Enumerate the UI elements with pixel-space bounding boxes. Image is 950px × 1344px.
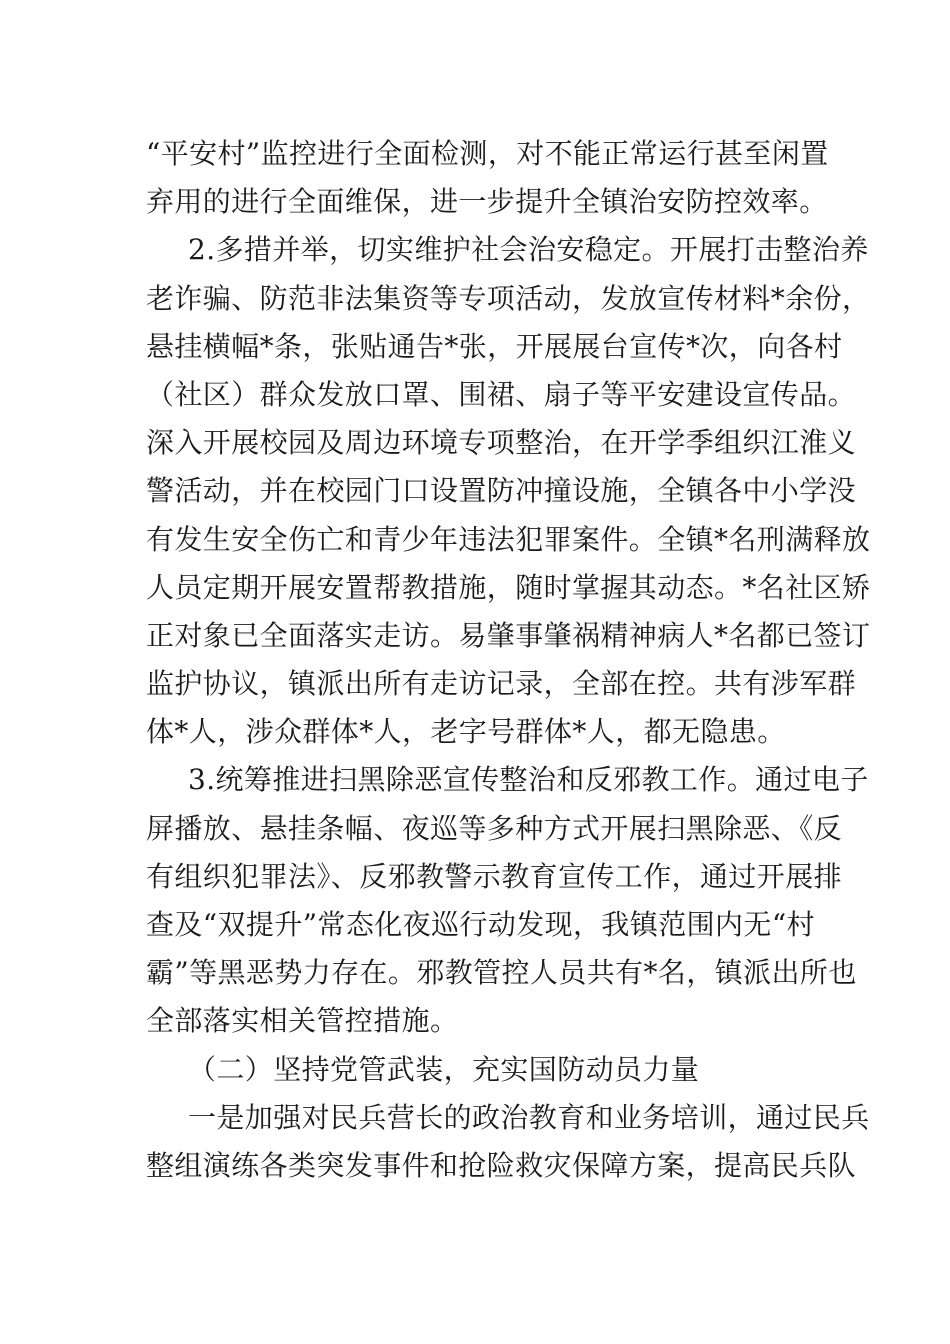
text-line: 整组演练各类突发事件和抢险救灾保障方案，提高民兵队 (146, 1148, 857, 1182)
text-line: 查及“双提升”常态化夜巡行动发现，我镇范围内无“村 (146, 908, 815, 941)
document-body (146, 130, 871, 1190)
text-line: 悬挂横幅*条，张贴通告*张，开展展台宣传*次，向各村 (146, 329, 843, 363)
text-line: 弃用的进行全面维保，进一步提升全镇治安防控效率。 (146, 185, 828, 219)
text-line: 有组织犯罪法》、反邪教警示教育宣传工作，通过开展排 (146, 859, 843, 893)
text-line: 深入开展校园及周边环境专项整治，在开学季组织江淮义 (146, 426, 857, 460)
text-line: （社区）群众发放口罩、围裙、扇子等平安建设宣传品。 (146, 377, 857, 411)
text-line: 监护协议，镇派出所有走访记录，全部在控。共有涉军群 (146, 667, 857, 701)
text-line: 人员定期开展安置帮教措施，随时掌握其动态。*名社区矫 (146, 570, 871, 604)
text-line: 正对象已全面落实走访。易肇事肇祸精神病人*名都已签订 (146, 618, 871, 652)
text-line: 全部落实相关管控措施。 (146, 1004, 459, 1038)
paragraph-heading-3: 3.统筹推进扫黑除恶宣传整治和反邪教工作。通过电子 (188, 763, 869, 797)
text-line: 体*人，涉众群体*人，老字号群体*人，都无隐患。 (146, 715, 786, 749)
text-line: 有发生安全伤亡和青少年违法犯罪案件。全镇*名刑满释放 (146, 522, 871, 556)
text-line: 一是加强对民兵营长的政治教育和业务培训，通过民兵 (188, 1100, 870, 1134)
text-line: “平安村”监控进行全面检测，对不能正常运行甚至闲置 (146, 137, 829, 170)
text-line: 老诈骗、防范非法集资等专项活动，发放宣传材料*余份， (146, 281, 871, 315)
section-heading: （二）坚持党管武装，充实国防动员力量 (188, 1052, 700, 1086)
paragraph-heading-2: 2.多措并举，切实维护社会治安稳定。开展打击整治养 (188, 233, 869, 267)
text-line: 屏播放、悬挂条幅、夜巡等多种方式开展扫黑除恶、《反 (146, 811, 843, 845)
text-line: 警活动，并在校园门口设置防冲撞设施，全镇各中小学没 (146, 474, 857, 508)
text-line: 霸”等黑恶势力存在。邪教管控人员共有*名，镇派出所也 (146, 956, 857, 990)
